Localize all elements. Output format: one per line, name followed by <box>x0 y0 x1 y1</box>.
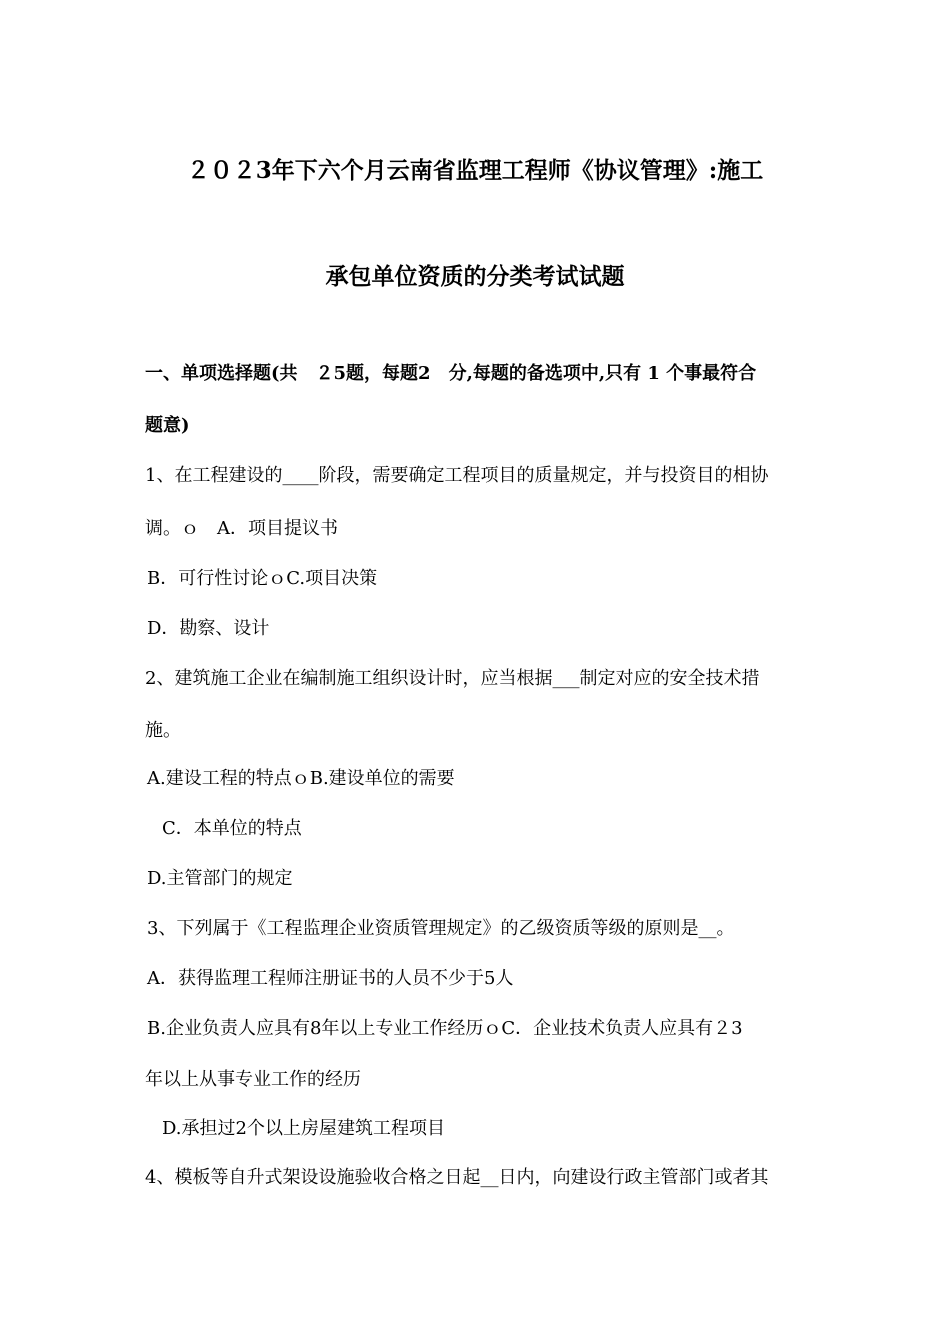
question-3-option-a: A．获得监理工程师注册证书的人员不少于5人 <box>147 968 514 989</box>
question-1-option-d: D．勘察、设计 <box>147 618 270 639</box>
document-title-line-2: 承包单位资质的分类考试试题 <box>325 263 625 290</box>
question-3-option-d: D.承担过2个以上房屋建筑工程项目 <box>162 1118 445 1139</box>
section-heading-line-1: 一、单项选择题(共 ２5题，每题2 分,每题的备选项中,只有 1 个事最符合 <box>145 363 757 384</box>
document-title-line-1: ２０２3年下六个月云南省监理工程师《协议管理》:施工 <box>186 157 764 184</box>
question-3-stem: 3、下列属于《工程监理企业资质管理规定》的乙级资质等级的原则是__。 <box>147 918 735 939</box>
question-2-stem-line-1: 2、建筑施工企业在编制施工组织设计时，应当根据___制定对应的安全技术措 <box>145 668 760 689</box>
question-1-option-b-c: B．可行性讨论ｏC.项目决策 <box>147 568 378 589</box>
question-4-stem-line-1: 4、模板等自升式架设设施验收合格之日起__日内，向建设行政主管部门或者其 <box>145 1167 769 1188</box>
section-heading-line-2: 题意) <box>145 415 190 436</box>
question-1-stem-line-1: 1、在工程建设的____阶段，需要确定工程项目的质量规定，并与投资目的相协 <box>145 465 769 486</box>
question-1-stem-line-2: 调。ｏ A．项目提议书 <box>145 518 338 539</box>
question-2-option-a-b: A.建设工程的特点ｏB.建设单位的需要 <box>147 768 455 789</box>
question-3-option-c-continued: 年以上从事专业工作的经历 <box>145 1069 361 1090</box>
question-3-option-b-c: B.企业负责人应具有8年以上专业工作经历ｏC．企业技术负责人应具有２3 <box>147 1018 743 1039</box>
question-2-stem-line-2: 施。 <box>145 720 181 741</box>
question-2-option-c: C．本单位的特点 <box>162 818 302 839</box>
question-2-option-d: D.主管部门的规定 <box>147 868 293 889</box>
